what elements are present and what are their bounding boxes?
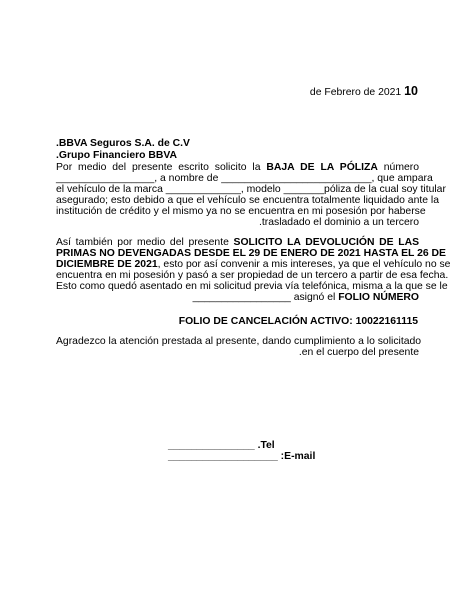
folio-number-label: FOLIO NÚMERO (338, 291, 419, 303)
policy-cancellation-text: BAJA DE LA PÓLIZA (266, 162, 378, 173)
recipient-company: .BBVA Seguros S.A. de C.V (56, 138, 190, 149)
date-day: 10 (404, 84, 418, 98)
paragraph-line: asegurado; esto debido a que el vehículo se encuentra totalmente liquidado ante la (56, 194, 439, 206)
email-line: ___________________ :E-mail (168, 451, 316, 462)
paragraph-line: _________________, a nombre de __________________________, que ampara (56, 172, 433, 184)
folio-line: FOLIO DE CANCELACIÓN ACTIVO: 10022161115 (178, 316, 418, 327)
paragraph-line: institución de crédito y el mismo ya no se encuentra en mi posesión por haberse (56, 205, 426, 217)
date-text: de Febrero de 2021 (309, 87, 402, 98)
paragraph-line: .trasladado el dominio a un tercero (259, 216, 419, 228)
paragraph-line: encuentra en mi posesión y pasó a ser propiedad de un tercero a partir de esa fecha. (56, 269, 449, 281)
letter-date (310, 84, 418, 98)
telephone-line: _______________ .Tel (168, 440, 275, 451)
recipient-group: .Grupo Financiero BBVA (56, 150, 178, 161)
paragraph-refund (56, 237, 451, 303)
paragraph-line: .en el cuerpo del presente (298, 346, 419, 358)
paragraph-line: Esto como quedó asentado en mi solicitud previa vía telefónica, misma a la que se le (56, 280, 448, 292)
paragraph-request (56, 162, 446, 228)
paragraph-line: PRIMAS NO DEVENGADAS DESDE EL 29 DE ENERO DE 2021 HASTA EL 26 DE (56, 247, 446, 259)
paragraph-line: Agradezco la atención prestada al presente, dando cumplimiento a lo solicitado (56, 336, 422, 347)
paragraph-line: _________________ asignó el FOLIO NÚMERO (192, 291, 419, 303)
paragraph-thanks (56, 336, 422, 359)
paragraph-line: DICIEMBRE DE 2021, esto por así convenir a mis intereses, ya que el vehículo no se (56, 258, 451, 270)
signature-block (168, 440, 316, 462)
paragraph-line: Por medio del presente escrito solicito la BAJA DE LA PÓLIZA número (56, 162, 419, 173)
paragraph-line: Así también por medio del presente SOLICITO LA DEVOLUCIÓN DE LAS (56, 237, 420, 248)
paragraph-line: el vehículo de la marca _____________, modelo _______póliza de la cual soy titular (56, 183, 446, 195)
